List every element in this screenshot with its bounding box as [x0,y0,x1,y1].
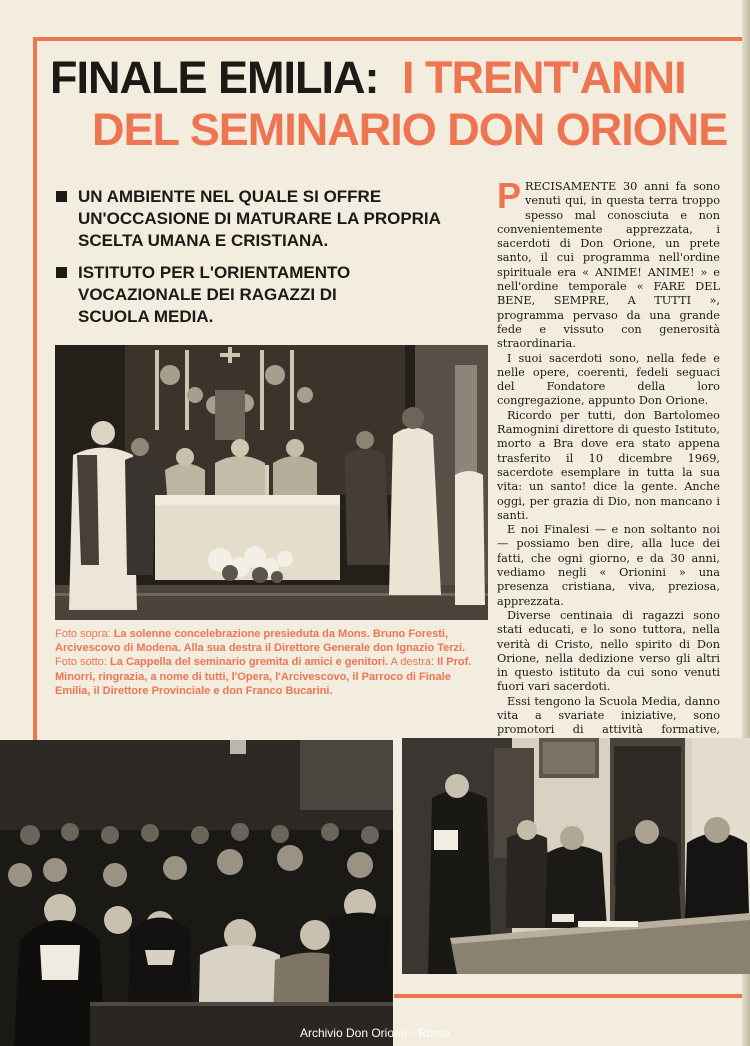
drop-cap: P [497,175,522,216]
photo-caption [55,627,488,698]
caption-label-right: A destra: [390,656,435,669]
orange-frame-top [33,37,750,41]
photo-concelebration [55,345,488,620]
article-paragraph: E noi Finalesi — e non soltanto noi — possiamo ben dire, alla luce dei fatti, che ogni giorno, e da 30 anni, vediamo negli « Orionini » una presenza cristiana, viva, preziosa, apprezzata. [497,523,720,608]
caption-label-below: Foto sotto: [55,656,107,669]
article-paragraph: Diverse centinaia di ragazzi sono stati educati, e lo sono tuttora, nella verità di Cristo, nello spirito di Don Orione, nella dedizione verso gli altri in questo istituto da cui sono venuti fuori vari sacerdoti. [497,608,720,694]
article-paragraph: Essi tengono la Scuola Media, danno vita a svariate iniziative, sono promotori di attività formative, [497,694,720,737]
headline-anniversary: I TRENT'ANNI [401,52,686,103]
photo-chapel-crowd-image [0,740,393,1046]
orange-frame-left [33,37,37,743]
photo-speech [402,738,750,974]
summary-bullet-2 [56,262,386,328]
archive-watermark: Archivio Don Orione - Roma [299,1026,451,1040]
article-paragraph: PRECISAMENTE 30 anni fa sono venuti qui, in questa terra troppo spesso mal conosciuta e non convenientemente apprezzata, i sacerdoti di Don Orione, un prete santo, il cui programma nell'ordine spirituale era « ANIME! ANIME! » e nell'ordine temporale « FARE DEL BENE, SEMPRE, A TUTTI », programma pervaso da una grande fede e vissuto con generosità straordinaria. [497,175,720,351]
caption-text-below: La Cappella del seminario gremita di amici e genitori. [110,656,389,669]
photo-speech-image [402,738,750,974]
orange-frame-bottom [394,994,750,998]
photo-concelebration-image [55,345,488,620]
summary-bullet-1 [56,186,496,252]
article-paragraph: I suoi sacerdoti sono, nella fede e nelle opere, coerenti, fedeli seguaci del Fondatore della loro congregazione, appunto Don Orione. [497,351,720,408]
caption-text-right: Il Prof. Minorri, ringrazia, a nome di tutti, l'Opera, l'Arcivescovo, il Parroco di Finale Emilia, il Direttore Provinciale e don Franco Bucarini. [55,656,472,697]
bullet-square-icon [56,267,67,278]
bullet-square-icon [56,191,67,202]
article-body [497,175,720,766]
caption-text-above: La solenne concelebrazione presieduta da Mons. Bruno Foresti, Arcivescovo di Modena. Alla sua destra il Direttore Generale don Ignazio Terzi. [55,628,466,655]
headline-line-1 [50,52,740,104]
article-paragraph: Ricordo per tutti, don Bartolomeo Ramognini direttore di questo Istituto, morto a Bra dove era stato appena trasferito il 10 dicembre 1969, sacerdote esemplare in tutta la sua vita: un santo! dice la gente. Anche oggi, per grazia di Dio, non mancano i santi. [497,408,720,522]
bullet-text: ISTITUTO PER L'ORIENTAMENTO VOCAZIONALE DEI RAGAZZI DI SCUOLA MEDIA. [78,263,351,326]
caption-label-above: Foto sopra: [55,628,111,640]
photo-chapel-crowd [0,740,393,1046]
headline-line-2: DEL SEMINARIO DON ORIONE [92,104,728,155]
headline-place: FINALE EMILIA: [50,52,379,103]
bullet-text: UN AMBIENTE NEL QUALE SI OFFRE UN'OCCASIONE DI MATURARE LA PROPRIA SCELTA UMANA E CRISTIANA. [78,187,441,250]
